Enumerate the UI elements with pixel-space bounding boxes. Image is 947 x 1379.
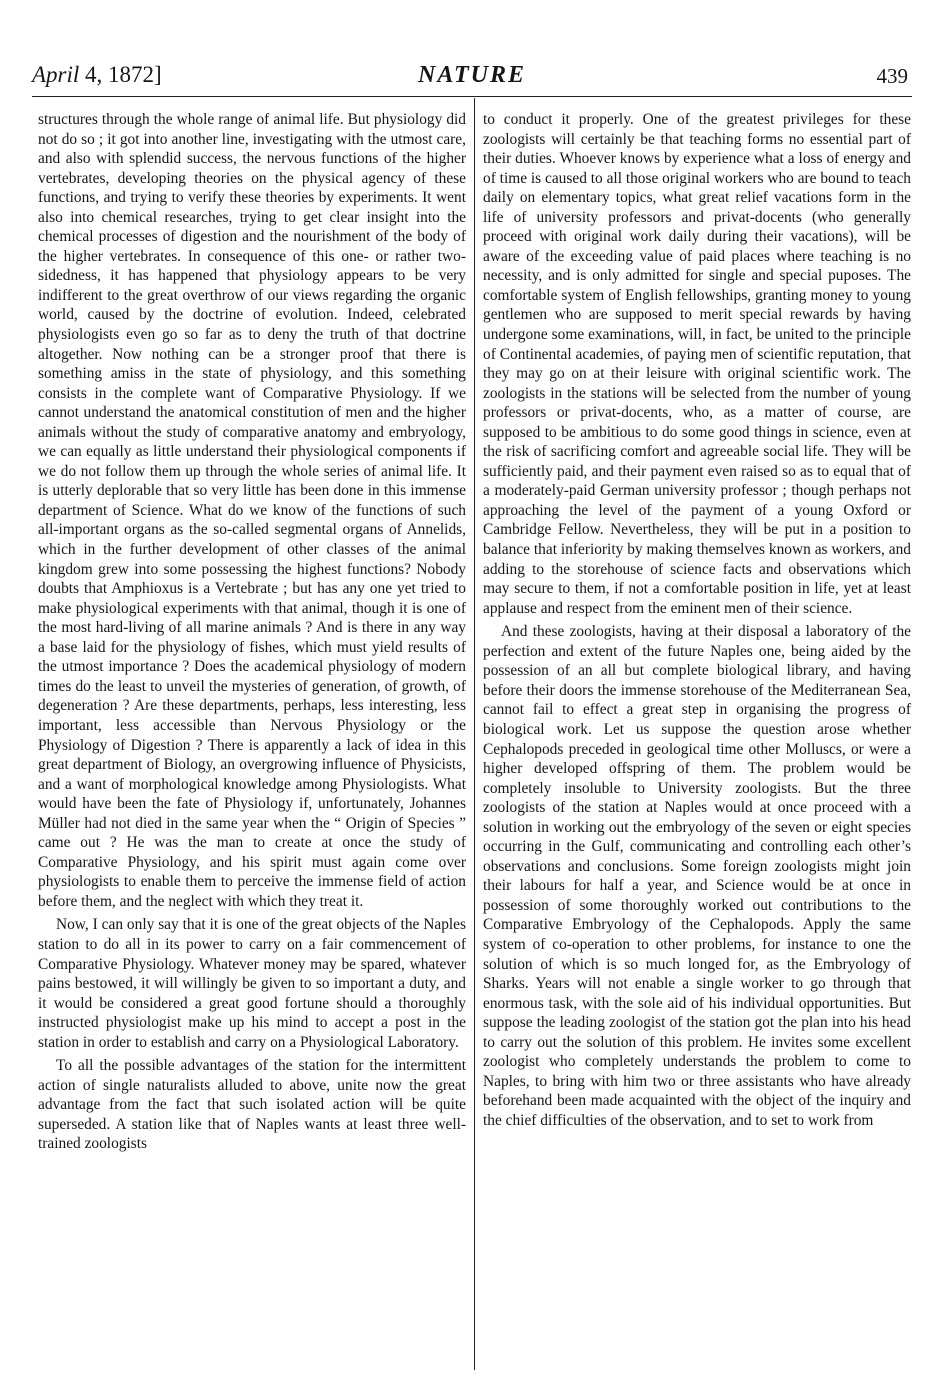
header-rule bbox=[32, 96, 912, 97]
left-paragraph-2: Now, I can only say that it is one of the great objects of the Naples station to do all in its power to carry on a fair commencement of Comparative Physiology. Whatever money may be spared, whatever pains bestowed, it will willingly be given to so important a duty, and it would be considered a great good fortune should a thoroughly instructed physiologist make up his mind to accept a post in the station in order to establish and carry on a Physiological Laboratory. bbox=[38, 916, 466, 1051]
journal-title: NATURE bbox=[417, 62, 527, 88]
issue-date-month: April bbox=[32, 62, 80, 87]
running-header bbox=[32, 58, 912, 92]
page-number: 439 bbox=[876, 64, 908, 88]
right-paragraph-2: And these zoologists, having at their disposal a laboratory of the perfection and extent of the future Naples one, being aided by the possession of an all but complete biological library, and having before their doors the immense storehouse of the Mediterranean Sea, cannot fail to effect a great step in organising the progress of biological work. Let us suppose the question arose whether Cephalopods preceded in geological time other Molluscs, or were a higher developed offspring of them. The problem would be completely insoluble to University zoologists. But the three zoologists of the station at Naples would at once proceed with a solution in working out the embryology of the seven or eight species occurring in the Gulf, communicating and controlling each other’s observations and conclusions. Some foreign zoologists might join their labours for half a year, and Science would be at once in possession of some thoroughly worked out contributions to the Comparative Embryology of the Cephalopods. Apply the same system of co-operation to other problems, for instance to one the solution of which is so much longed for, as the Embryology of Sharks. Years will not enable a single worker to go through that enormous task, with the sole aid of his individual opportunities. But suppose the leading zoologist of the station got the plan into his head to carry out the solution of this problem. He invites some excellent zoologist who completely understands the problem to come to Naples, to bring with him two or three assistants who have already beforehand been made acquainted with the object of the inquiry and the chief difficulties of the observation, and to set to work from bbox=[483, 623, 911, 1129]
column-divider bbox=[474, 98, 475, 1370]
right-paragraph-1: to conduct it properly. One of the greatest privileges for these zoologists will certainly be that teaching forms no essential part of their duties. Whoever knows by experience what a loss of energy and of time is caused to all those original workers who are bound to teach daily on elementary topics, what great relief vacations form in the life of university professors and privat-docents (who generally proceed with original work daily during their vacations), will be aware of the exceeding value of paid places where teaching is no necessity, and is only admitted for single and special puposes. The comfortable system of English fellowships, granting money to young gentlemen who are supposed to merit special rewards by having undergone some examinations, will, in fact, be united to the principle of Continental academies, of paying men of scientific reputation, that they may go on at their leisure with original scientific work. The zoologists in the stations will be selected from the number of young professors or privat-docents, who, as a matter of course, are supposed to be ambitious to do some good things in science, even at the risk of sacrificing comfort and agreeable social life. They will be sufficiently paid, and their payment even raised so as to equal that of a moderately-paid German university professor ; though perhaps not approaching the level of the payment of a young Oxford or Cambridge Fellow. Nevertheless, they will be put in a position to balance that inferiority by making themselves known as workers, and adding to the storehouse of science facts and observations which may secure to them, if not a comfortable position in life, yet at least applause and respect from the eminent men of their science. bbox=[483, 111, 911, 617]
left-column bbox=[38, 110, 466, 1154]
right-column bbox=[483, 110, 911, 1130]
left-paragraph-3: To all the possible advantages of the station for the intermittent action of single naturalists alluded to above, unite now the great advantage from the fact that such isolated action will be quite superseded. A station like that of Naples wants at least three well-trained zoologists bbox=[38, 1057, 466, 1153]
left-paragraph-1: structures through the whole range of animal life. But physiology did not do so ; it got into another line, investigating with the utmost care, and also with splendid success, the nervous functions of the higher vertebrates, developing theories on the physical agency of these functions, and trying to verify these theories by experiments. It went also into chemical researches, trying to get clear insight into the chemical processes of digestion and the nourishment of the body of the higher vertebrates. In consequence of this one- or rather two-sidedness, it has happened that physiology appears to be very indifferent to the great overthrow of our views regarding the organic world, caused by the doctrine of evolution. Indeed, celebrated physiologists even go so far as to deny the truth of that doctrine altogether. Now nothing can be a stronger proof that there is something amiss in the state of physiology, and this something consists in the complete want of Comparative Physiology. If we cannot understand the anatomical constitution of men and the higher animals without the study of comparative anatomy and embryology, we can equally as little understand their physiological components if we do not follow them up through the whole series of animal life. It is utterly deplorable that so very little has been done in this immense department of Science. What do we know of the functions of such all-important organs as the so-called segmental organs of Annelids, which in the further development of other classes of the animal kingdom grew into some possessing the highest functions? Nobody doubts that Amphioxus is a Vertebrate ; but has any one yet tried to make physiological experiments with that animal, though it is one of the most hard-living of all marine animals ? And is there in any way a base laid for the physiology of fishes, which must yield results of the utmost importance ? Does the academical physiology of modern times do the least to unveil the mysteries of generation, of growth, of degeneration ? Are these departments, perhaps, less interesting, less important, less accessible than Nervous Physiology or the Physiology of Digestion ? There is apparently a lack of idea in this great department of Biology, an overgrowing influence of Physicists, and a want of morphological knowledge among Physiologists. What would have been the fate of Physiology if, unfortunately, Johannes Müller had not died in the same year when the “ Origin of Species ” came out ? He was the man to create at once the study of Comparative Physiology, and his spirit must again come over physiologists to enable them to perceive the immense field of action before them, and the neglect with which they treat it. bbox=[38, 111, 466, 910]
issue-date-rest: 4, 1872] bbox=[85, 62, 162, 87]
